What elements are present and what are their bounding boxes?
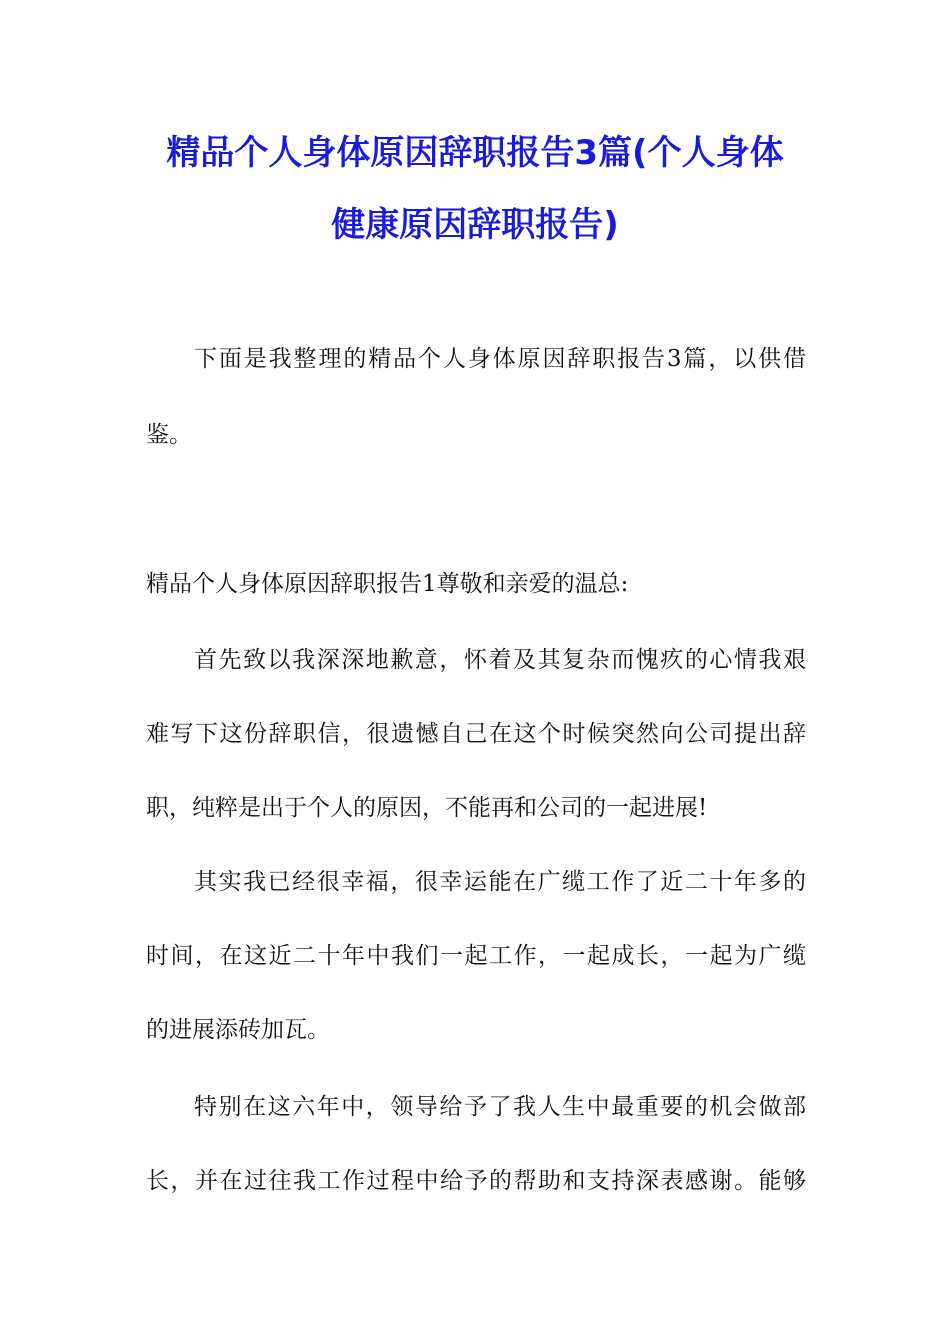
paragraph-2-line-2: 时间，在这近二十年中我们一起工作，一起成长，一起为广缆 bbox=[146, 943, 806, 969]
document-title-line-1: 精品个人身体原因辞职报告3篇(个人身体 bbox=[166, 133, 784, 173]
paragraph-1-line-2: 难写下这份辞职信，很遗憾自己在这个时候突然向公司提出辞 bbox=[146, 721, 806, 747]
paragraph-1-line-3: 职，纯粹是出于个人的原因，不能再和公司的一起进展! bbox=[146, 795, 708, 821]
document-title-line-2: 健康原因辞职报告) bbox=[331, 205, 619, 245]
paragraph-1-line-1: 首先致以我深深地歉意，怀着及其复杂而愧疚的心情我艰 bbox=[194, 647, 806, 673]
paragraph-2-line-3: 的进展添砖加瓦。 bbox=[146, 1017, 330, 1043]
report-1-heading: 精品个人身体原因辞职报告1尊敬和亲爱的温总: bbox=[146, 571, 629, 597]
intro-line-1: 下面是我整理的精品个人身体原因辞职报告3篇，以供借 bbox=[194, 346, 806, 372]
paragraph-3-line-2: 长，并在过往我工作过程中给予的帮助和支持深表感谢。能够 bbox=[146, 1168, 806, 1194]
paragraph-3-line-1: 特别在这六年中，领导给予了我人生中最重要的机会做部 bbox=[194, 1094, 806, 1120]
paragraph-2-line-1: 其实我已经很幸福，很幸运能在广缆工作了近二十年多的 bbox=[194, 869, 806, 895]
intro-line-2: 鉴。 bbox=[146, 422, 192, 448]
